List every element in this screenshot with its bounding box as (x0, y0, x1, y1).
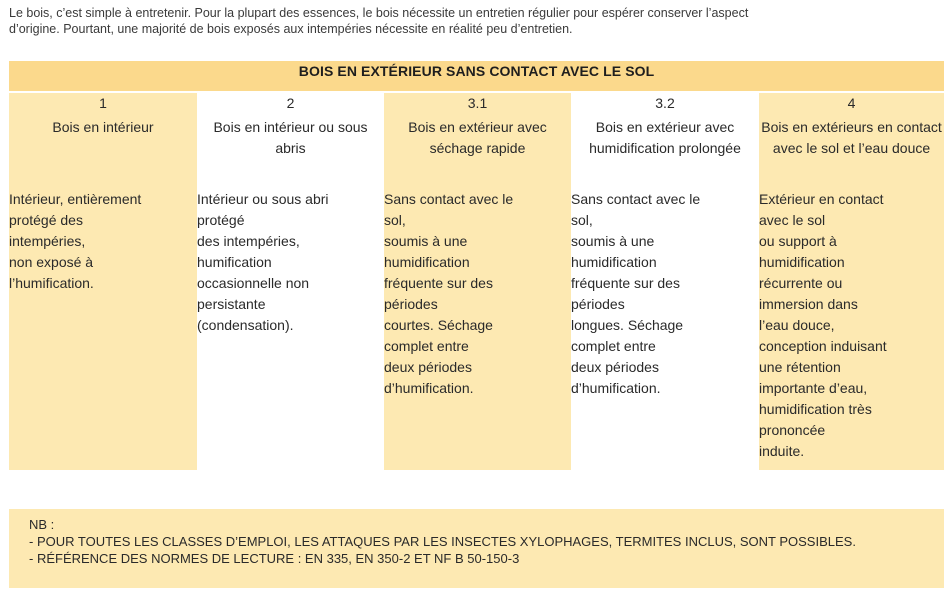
class-description: Sans contact avec le sol, soumis à une humidification fréquente sur des périodes courtes. Séchage complet entre deux périodes d’humification. (384, 189, 571, 470)
class-name: Bois en extérieur avec séchage rapide (384, 117, 571, 189)
nb-line-standards: - RÉFÉRENCE DES NORMES DE LECTURE : EN 335, EN 350-2 ET NF B 50-150-3 (29, 551, 520, 566)
wood-use-classes-table (9, 61, 944, 470)
class-number: 3.1 (384, 92, 571, 117)
class-name-row (9, 117, 944, 189)
nb-note-box (9, 509, 944, 588)
class-name: Bois en extérieurs en contact avec le sol et l’eau douce (759, 117, 944, 189)
class-name: Bois en intérieur ou sous abris (197, 117, 384, 189)
class-name: Bois en intérieur (9, 117, 197, 189)
class-name: Bois en extérieur avec humidification prolongée (571, 117, 759, 189)
table-title-row (9, 61, 944, 92)
intro-line-2: d’origine. Pourtant, une majorité de bois exposés aux intempéries nécessite en réalité peu d’entretien. (9, 22, 573, 36)
table-title: BOIS EN EXTÉRIEUR SANS CONTACT AVEC LE SOL (9, 61, 944, 92)
nb-label: NB : (29, 517, 55, 532)
class-description-row (9, 189, 944, 470)
class-description: Intérieur, entièrement protégé des intempéries, non exposé à l’humification. (9, 189, 197, 470)
class-number: 1 (9, 92, 197, 117)
intro-text (9, 5, 944, 37)
class-number: 3.2 (571, 92, 759, 117)
class-description: Sans contact avec le sol, soumis à une humidification fréquente sur des périodes longues. Séchage complet entre deux périodes d’humification. (571, 189, 759, 470)
class-number: 4 (759, 92, 944, 117)
class-description: Extérieur en contact avec le sol ou support à humidification récurrente ou immersion dans l’eau douce, conception induisant une rétention importante d’eau, humidification très prononcée induite. (759, 189, 944, 470)
class-number: 2 (197, 92, 384, 117)
class-description: Intérieur ou sous abri protégé des intempéries, humification occasionnelle non persistante (condensation). (197, 189, 384, 470)
intro-line-1: Le bois, c’est simple à entretenir. Pour la plupart des essences, le bois nécessite un entretien régulier pour espérer conserver l’aspect (9, 6, 749, 20)
class-number-row (9, 92, 944, 117)
nb-line-insects: - POUR TOUTES LES CLASSES D’EMPLOI, LES ATTAQUES PAR LES INSECTES XYLOPHAGES, TERMITES INCLUS, SONT POSSIBLES. (29, 534, 856, 549)
